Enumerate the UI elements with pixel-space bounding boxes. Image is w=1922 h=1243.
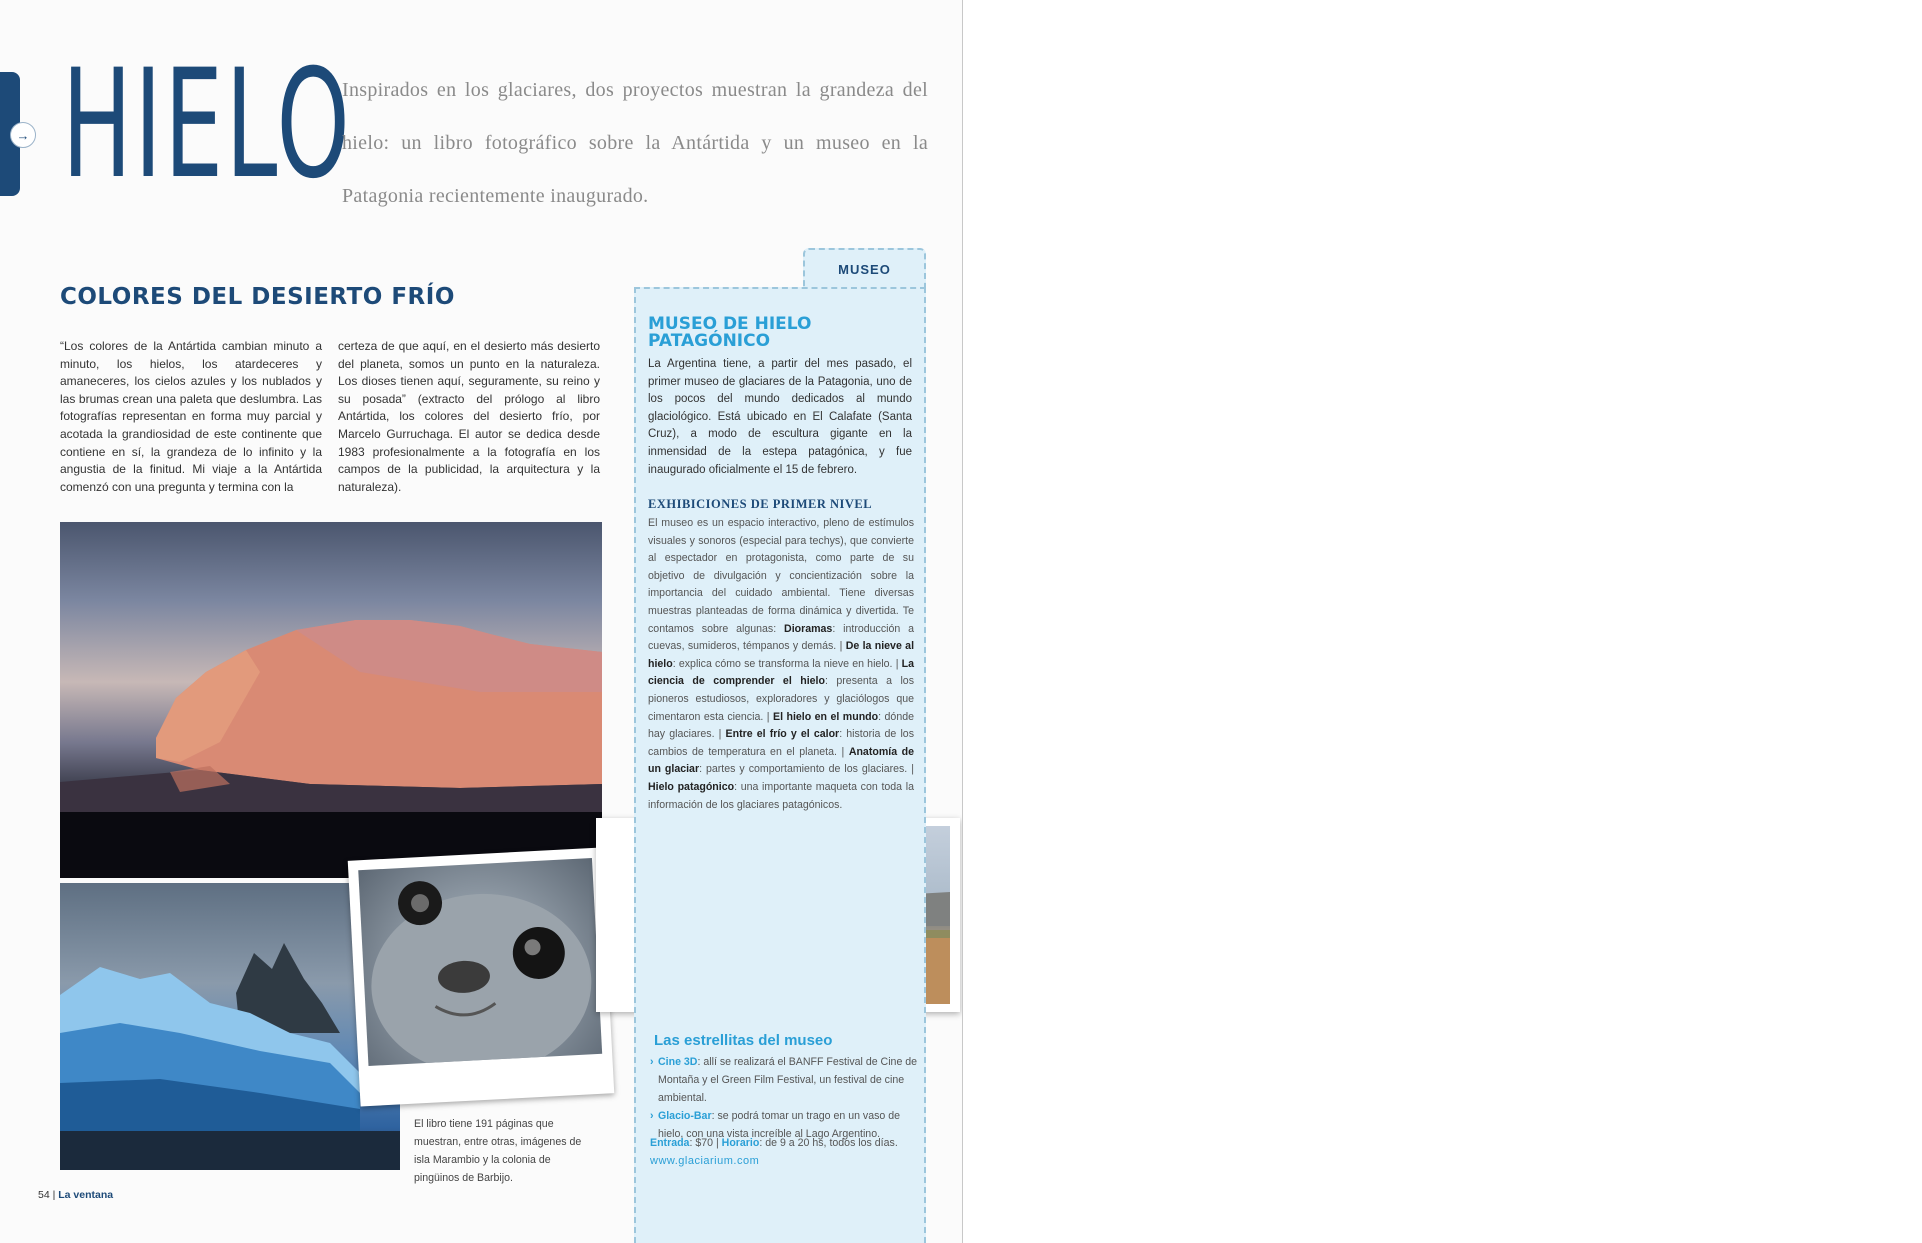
exhibit-name: Entre el frío y el calor: [725, 728, 840, 741]
sidebar-subheading: EXHIBICIONES DE PRIMER NIVEL: [648, 497, 873, 511]
publication-name: La ventana: [58, 1189, 114, 1201]
exhibit-text: presenta a los pioneros estudiosos, exploradores y glaciólogos que cimentaron esta ciencia.: [648, 675, 914, 723]
page-number: 54: [38, 1189, 50, 1201]
page-title: HIELO: [62, 38, 353, 212]
intro-text: Inspirados en los glaciares, dos proyectos muestran la grandeza del hielo: un libro fotográfico sobre la Antártida y un museo en la Patagonia recientemente inaugurado.: [342, 79, 928, 207]
exhibit-name: De la nieve al hielo: [648, 640, 915, 670]
list-item: › Cine 3D: allí se realizará el BANFF Festival de Cine de Montaña y el Green Film Festival, un festival de cine ambiental.: [650, 1053, 918, 1107]
exhibit-name: El hielo en el mundo: [773, 710, 879, 723]
blank-area: [963, 0, 1922, 1243]
sidebar-body: El museo es un espacio interactivo, pleno de estímulos visuales y sonoros (especial para techys), que convierte al espectador en protagonista, como parte de su objetivo de divulgación y concientización sobre la importancia del cuidado ambiental. Tiene diversas muestras planteadas de forma dinámica y divertida. Te contamos sobre algunas: Dioramas: introducción a cuevas, sumideros, témpanos y demás. | De la nieve al hielo: explica cómo se transforma la nieve en hielo. | La ciencia de comprender el hielo: presenta a los pioneros estudiosos, exploradores y glaciólogos que cimentaron esta ciencia. | El hielo en el mundo: dónde hay glaciares. | Entre el frío y el calor: historia de los cambios de temperatura en el planeta. | Anatomía de un glaciar: partes y comportamiento de los glaciares. | Hielo patagónico: una importante maqueta con toda la información de los glaciares patagónicos.: [648, 517, 915, 811]
article-title: COLORES DEL DESIERTO FRÍO: [60, 284, 455, 310]
seal-photo: [348, 848, 615, 1107]
exhibit-text: explica cómo se transforma la nieve en hielo.: [678, 657, 893, 670]
entry-label: Entrada: [650, 1137, 690, 1149]
list-item: › Glacio-Bar: se podrá tomar un trago en un vaso de hielo, con una vista increíble al Lago Argentino.: [650, 1107, 918, 1143]
exhibit-text: introducción a cuevas, sumideros, témpanos y demás.: [648, 622, 915, 653]
exhibit-text: partes y comportamiento de los glaciares.: [706, 763, 908, 776]
highlights-title: Las estrellitas del museo: [654, 1032, 833, 1049]
exhibit-text: historia de los cambios de temperatura en el planeta.: [648, 728, 914, 758]
sidebar-tab-label: MUSEO: [803, 248, 926, 288]
article-column-2: certeza de que aquí, en el desierto más desierto del planeta, somos un punto en la naturaleza. Los dioses tienen aquí, seguramente, su reino y su posada” (extracto del prólogo al libro Antártida, los colores del desierto frío, por Marcelo Gurruchaga. El autor se dedica desde 1983 profesionalmente a la fotografía en los campos de la publicidad, la arquitectura y la naturaleza).: [338, 339, 600, 494]
exhibit-text: una importante maqueta con toda la información de los glaciares patagónicos.: [648, 780, 914, 811]
exhibit-name: Hielo patagónico: [648, 780, 735, 793]
sidebar-body-intro: El museo es un espacio interactivo, pleno de estímulos visuales y sonoros (especial para techys), que convierte al espectador en protagonista, como parte de su objetivo de divulgación y concientización sobre la importancia del cuidado ambiental. Tiene diversas muestras planteadas de forma dinámica y divertida. Te contamos sobre algunas:: [648, 517, 914, 635]
visitor-info: Entrada: $70 | Horario: de 9 a 20 hs, todos los días.: [650, 1137, 898, 1149]
exhibit-name: Dioramas: [784, 622, 833, 635]
exhibit-text: dónde hay glaciares.: [648, 710, 914, 741]
exhibit-name: Anatomía de un glaciar: [648, 745, 915, 776]
exhibit-name: La ciencia de comprender el hielo: [648, 657, 915, 688]
article-column-1: “Los colores de la Antártida cambian minuto a minuto, los hielos, los atardeceres y amaneceres, los cielos azules y los nublados y las brumas crean una paleta que deslumbra. Las fotografías representan en forma muy parcial y acotada la grandiosidad de este continente que contiene en sí, la grandeza de lo infinito y la angustia de la finitud. Mi viaje a la Antártida comenzó con una pregunta y termina con la: [60, 339, 322, 494]
hours-label: Horario: [721, 1137, 760, 1149]
page-folio: 54 | La ventana: [38, 1189, 114, 1201]
sidebar-intro: La Argentina tiene, a partir del mes pasado, el primer museo de glaciares de la Patagonia, uno de los pocos del mundo dedicados al mundo glaciológico. Está ubicado en El Calafate (Santa Cruz), a modo de escultura gigante en la inmensidad de la estepa patagónica, y fue inaugurado oficialmente el 15 de febrero.: [648, 358, 912, 476]
hours-value: de 9 a 20 hs, todos los días.: [765, 1137, 898, 1149]
highlight-name: Cine 3D: [658, 1056, 698, 1068]
highlight-text: allí se realizará el BANFF Festival de Cine de Montaña y el Green Film Festival, un festival de cine ambiental.: [658, 1056, 918, 1104]
highlight-name: Glacio-Bar: [658, 1110, 712, 1122]
iceberg-sunset-photo: [60, 522, 602, 878]
blue-iceberg-photo: [60, 883, 400, 1170]
photo-caption: El libro tiene 191 páginas que muestran, entre otras, imágenes de isla Marambio y la colonia de pingüinos de Barbijo.: [414, 1118, 582, 1184]
highlight-text: se podrá tomar un trago en un vaso de hielo, con una vista increíble al Lago Argentino.: [658, 1110, 901, 1140]
sidebar-title: MUSEO DE HIELO PATAGÓNICO: [648, 314, 812, 351]
entry-price: $70: [695, 1137, 714, 1149]
arrow-right-icon: →: [10, 122, 36, 148]
website-link[interactable]: www.glaciarium.com: [650, 1155, 760, 1167]
seal-photo-image: [358, 858, 602, 1066]
highlights-list: [650, 1053, 918, 1143]
